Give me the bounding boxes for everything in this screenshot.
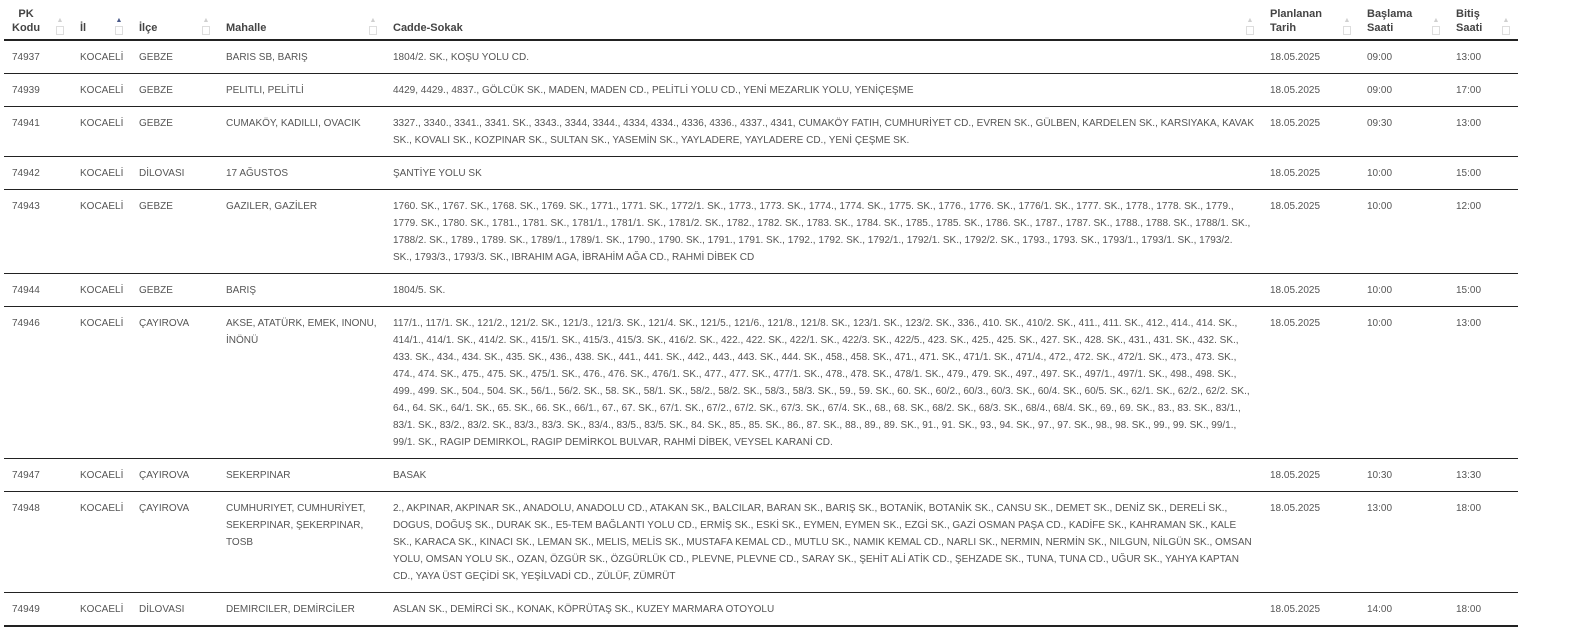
cell-pk: 74939 xyxy=(4,74,72,107)
cell-tarih: 18.05.2025 xyxy=(1262,307,1359,459)
cell-tarih: 18.05.2025 xyxy=(1262,274,1359,307)
cell-cadde: 3327., 3340., 3341., 3341. SK., 3343., 3344, 3344., 4334, 4334., 4336, 4336., 4337., 4341, CUMAKÖY FATIH, CUMHURİYET CD., EVREN SK., GÜLBEN, KARDELEN SK., KARSIYAKA, KAVAK SK., KOVALI SK., KOZPINAR SK., SULTAN SK., YASEMİN SK., YAYLADERE, YAYLADERE CD., YENİ ÇEŞME SK. xyxy=(385,107,1262,157)
cell-ilce: DİLOVASI xyxy=(131,593,218,627)
table-row xyxy=(4,492,1518,593)
cell-cadde: ŞANTİYE YOLU SK xyxy=(385,157,1262,190)
cell-pk: 74937 xyxy=(4,40,72,74)
cell-il: KOCAELİ xyxy=(72,74,131,107)
cell-mahalle: BARIS SB, BARIŞ xyxy=(218,40,385,74)
table-row xyxy=(4,107,1518,157)
cell-il: KOCAELİ xyxy=(72,40,131,74)
cell-bitis: 12:00 xyxy=(1448,190,1518,274)
header-mahalle-label: Mahalle xyxy=(226,22,267,34)
cell-cadde: 4429, 4429., 4837., GÖLCÜK SK., MADEN, MADEN CD., PELİTLİ YOLU CD., YENİ MEZARLIK YOLU, YENİÇEŞME xyxy=(385,74,1262,107)
cell-bitis: 18:00 xyxy=(1448,593,1518,627)
cell-bitis: 17:00 xyxy=(1448,74,1518,107)
cell-tarih: 18.05.2025 xyxy=(1262,593,1359,627)
header-il-label: İl xyxy=(80,22,87,34)
outage-table xyxy=(4,0,1518,627)
cell-tarih: 18.05.2025 xyxy=(1262,74,1359,107)
cell-pk: 74942 xyxy=(4,157,72,190)
cell-ilce: ÇAYIROVA xyxy=(131,307,218,459)
cell-il: KOCAELİ xyxy=(72,107,131,157)
table-row xyxy=(4,459,1518,492)
sort-icon[interactable]: ▲ xyxy=(1246,17,1254,35)
sort-icon[interactable]: ▲ xyxy=(1432,17,1440,35)
cell-pk: 74949 xyxy=(4,593,72,627)
table-row xyxy=(4,307,1518,459)
header-pk-kodu[interactable] xyxy=(4,0,72,40)
cell-bitis: 13:30 xyxy=(1448,459,1518,492)
cell-baslama: 09:00 xyxy=(1359,74,1448,107)
header-ilce[interactable] xyxy=(131,0,218,40)
cell-mahalle: BARIŞ xyxy=(218,274,385,307)
cell-il: KOCAELİ xyxy=(72,190,131,274)
cell-ilce: GEBZE xyxy=(131,40,218,74)
cell-cadde: BASAK xyxy=(385,459,1262,492)
header-baslama-line1: Başlama xyxy=(1367,8,1413,20)
sort-icon[interactable]: ▲ xyxy=(1343,17,1351,35)
cell-tarih: 18.05.2025 xyxy=(1262,107,1359,157)
table-header-row xyxy=(4,0,1518,40)
cell-mahalle: AKSE, ATATÜRK, EMEK, INONU, İNÖNÜ xyxy=(218,307,385,459)
header-tarih-line2: Tarih xyxy=(1270,22,1297,34)
sort-icon[interactable]: ▲ xyxy=(369,17,377,35)
cell-cadde: 2., AKPINAR, AKPINAR SK., ANADOLU, ANADOLU CD., ATAKAN SK., BALCILAR, BARAN SK., BARIŞ SK., BOTANİK, BOTANİK SK., CANSU SK., DEMET SK., DENİZ SK., DERELİ SK., DOGUS, DOĞUŞ SK., DURAK SK., E5-TEM BAĞLANTI YOLU CD., ERMİŞ SK., ESKİ SK., EYMEN, EYMEN SK., EZGİ SK., GAZİ OSMAN PAŞA CD., KADİFE SK., KAHRAMAN SK., KALE SK., KARACA SK., KINACI SK., LEMAN SK., MELIS, MELİS SK., MUSTAFA KEMAL CD., MUTLU SK., NAMIK KEMAL CD., NARLI SK., NERMIN, NERMİN SK., NILGUN, NİLGÜN SK., OMSAN YOLU, OMSAN YOLU SK., OZAN, ÖZGÜR SK., ÖZGÜRLÜK CD., PLEVNE, PLEVNE CD., SARAY SK., ŞEHİT ALİ ATİK CD., ŞEHZADE SK., TUNA, TUNA CD., UĞUR SK., YAHYA KAPTAN CD., YAYA ÜST GEÇİDİ SK, YEŞİLVADİ CD., ZÜLÜF, ZÜMRÜT xyxy=(385,492,1262,593)
cell-baslama: 13:00 xyxy=(1359,492,1448,593)
cell-ilce: GEBZE xyxy=(131,107,218,157)
sort-icon[interactable]: ▲ xyxy=(56,17,64,35)
cell-cadde: 1804/5. SK. xyxy=(385,274,1262,307)
table-row xyxy=(4,274,1518,307)
cell-ilce: GEBZE xyxy=(131,274,218,307)
table-row xyxy=(4,74,1518,107)
cell-il: KOCAELİ xyxy=(72,307,131,459)
cell-bitis: 18:00 xyxy=(1448,492,1518,593)
cell-pk: 74946 xyxy=(4,307,72,459)
header-mahalle[interactable] xyxy=(218,0,385,40)
cell-baslama: 10:00 xyxy=(1359,274,1448,307)
header-il[interactable] xyxy=(72,0,131,40)
cell-tarih: 18.05.2025 xyxy=(1262,459,1359,492)
table-row xyxy=(4,190,1518,274)
cell-baslama: 10:00 xyxy=(1359,307,1448,459)
cell-il: KOCAELİ xyxy=(72,492,131,593)
cell-baslama: 10:00 xyxy=(1359,190,1448,274)
cell-ilce: DİLOVASI xyxy=(131,157,218,190)
cell-tarih: 18.05.2025 xyxy=(1262,492,1359,593)
table-row xyxy=(4,40,1518,74)
cell-il: KOCAELİ xyxy=(72,274,131,307)
table-row xyxy=(4,157,1518,190)
cell-pk: 74947 xyxy=(4,459,72,492)
header-cadde-sokak[interactable] xyxy=(385,0,1262,40)
cell-tarih: 18.05.2025 xyxy=(1262,40,1359,74)
cell-pk: 74943 xyxy=(4,190,72,274)
table-row xyxy=(4,593,1518,627)
cell-bitis: 13:00 xyxy=(1448,40,1518,74)
cell-il: KOCAELİ xyxy=(72,593,131,627)
cell-mahalle: CUMAKÖY, KADILLI, OVACIK xyxy=(218,107,385,157)
cell-ilce: ÇAYIROVA xyxy=(131,459,218,492)
cell-cadde: ASLAN SK., DEMİRCİ SK., KONAK, KÖPRÜTAŞ SK., KUZEY MARMARA OTOYOLU xyxy=(385,593,1262,627)
cell-tarih: 18.05.2025 xyxy=(1262,190,1359,274)
cell-bitis: 15:00 xyxy=(1448,157,1518,190)
header-cadde-label: Cadde-Sokak xyxy=(393,22,463,34)
cell-ilce: GEBZE xyxy=(131,190,218,274)
header-baslama-line2: Saati xyxy=(1367,22,1394,34)
header-baslama-saati[interactable] xyxy=(1359,0,1448,40)
table-body xyxy=(4,40,1518,626)
cell-tarih: 18.05.2025 xyxy=(1262,157,1359,190)
header-pk-line2: Kodu xyxy=(12,22,41,34)
sort-icon[interactable]: ▲ xyxy=(1502,17,1510,35)
cell-mahalle: CUMHURIYET, CUMHURİYET, SEKERPINAR, ŞEKERPINAR, TOSB xyxy=(218,492,385,593)
cell-il: KOCAELİ xyxy=(72,157,131,190)
cell-ilce: ÇAYIROVA xyxy=(131,492,218,593)
header-planlanan-tarih[interactable] xyxy=(1262,0,1359,40)
cell-cadde: 1804/2. SK., KOŞU YOLU CD. xyxy=(385,40,1262,74)
cell-baslama: 09:00 xyxy=(1359,40,1448,74)
header-pk-line1: PK xyxy=(18,8,34,20)
cell-bitis: 13:00 xyxy=(1448,307,1518,459)
cell-pk: 74948 xyxy=(4,492,72,593)
header-bitis-saati[interactable] xyxy=(1448,0,1518,40)
cell-mahalle: GAZILER, GAZİLER xyxy=(218,190,385,274)
cell-baslama: 10:00 xyxy=(1359,157,1448,190)
cell-ilce: GEBZE xyxy=(131,74,218,107)
cell-cadde: 117/1., 117/1. SK., 121/2., 121/2. SK., 121/3., 121/3. SK., 121/4. SK., 121/5., 121/6., 121/8., 121/8. SK., 123/1. SK., 123/2. SK., 336., 410. SK., 410/2. SK., 411., 411. SK., 412., 414., 414. SK., 414/1., 414/1. SK., 414/2. SK., 415/1. SK., 415/3., 415/3. SK., 416/2. SK., 422., 422. SK., 422/1. SK., 422/3. SK., 422/5., 423. SK., 425., 425. SK., 427. SK., 428. SK., 431., 431. SK., 432. SK., 433. SK., 434., 434. SK., 435. SK., 436., 438. SK., 441., 441. SK., 442., 443., 443. SK., 444. SK., 458., 458. SK., 471., 471. SK., 471/1. SK., 471/4., 472., 472. SK., 472/1. SK., 473., 473. SK., 474., 474. SK., 475., 475. SK., 475/1. SK., 476., 476. SK., 476/1. SK., 477., 477. SK., 477/1. SK., 478., 478. SK., 478/1. SK., 479., 479. SK., 497., 497. SK., 497/1., 497/1. SK., 498., 498. SK., 499., 499. SK., 504., 504. SK., 56/1., 56/2. SK., 58. SK., 58/1. SK., 58/2., 58/2. SK., 58/3., 58/3. SK., 59., 59. SK., 60. SK., 60/2., 60/3., 60/3. SK., 60/4. SK., 60/5. SK., 62/1. SK., 62/2., 62/2. SK., 64., 64. SK., 64/1. SK., 65. SK., 66. SK., 66/1., 67., 67. SK., 67/1. SK., 67/2., 67/2. SK., 67/3. SK., 67/4. SK., 68., 68. SK., 68/2. SK., 68/3. SK., 68/4., 68/4. SK., 69., 69. SK., 83., 83. SK., 83/1., 83/1. SK., 83/2., 83/2. SK., 83/3., 83/3. SK., 83/4., 83/5., 83/5. SK., 84. SK., 85., 85. SK., 86., 87. SK., 88., 89., 89. SK., 91., 91. SK., 93., 94. SK., 97., 97. SK., 98., 98. SK., 99., 99. SK., 99/1., 99/1. SK., RAGIP DEMIRKOL, RAGIP DEMİRKOL BULVAR, RAHMİ DİBEK, VEYSEL KARANİ CD. xyxy=(385,307,1262,459)
cell-baslama: 09:30 xyxy=(1359,107,1448,157)
cell-baslama: 14:00 xyxy=(1359,593,1448,627)
cell-mahalle: PELITLI, PELİTLİ xyxy=(218,74,385,107)
cell-mahalle: DEMIRCILER, DEMİRCİLER xyxy=(218,593,385,627)
cell-bitis: 15:00 xyxy=(1448,274,1518,307)
cell-mahalle: 17 AĞUSTOS xyxy=(218,157,385,190)
cell-pk: 74941 xyxy=(4,107,72,157)
header-tarih-line1: Planlanan xyxy=(1270,8,1322,20)
cell-baslama: 10:30 xyxy=(1359,459,1448,492)
cell-bitis: 13:00 xyxy=(1448,107,1518,157)
cell-mahalle: SEKERPINAR xyxy=(218,459,385,492)
cell-il: KOCAELİ xyxy=(72,459,131,492)
header-bitis-line1: Bitiş xyxy=(1456,8,1480,20)
sort-icon[interactable]: ▲ xyxy=(202,17,210,35)
header-ilce-label: İlçe xyxy=(139,22,158,34)
cell-cadde: 1760. SK., 1767. SK., 1768. SK., 1769. SK., 1771., 1771. SK., 1772/1. SK., 1773., 1773. SK., 1774., 1774. SK., 1775. SK., 1776., 1776. SK., 1776/1. SK., 1777. SK., 1778., 1778. SK., 1779., 1779. SK., 1780. SK., 1781., 1781. SK., 1781/1., 1781/1. SK., 1781/2. SK., 1782., 1782. SK., 1783. SK., 1784. SK., 1785., 1785. SK., 1786. SK., 1787., 1787. SK., 1788., 1788. SK., 1788/1. SK., 1788/2. SK., 1789., 1789. SK., 1789/1., 1789/1. SK., 1790., 1790. SK., 1791., 1791. SK., 1792., 1792. SK., 1792/1., 1792/1. SK., 1792/2. SK., 1793., 1793. SK., 1793/1., 1793/1. SK., 1793/2. SK., 1793/3., 1793/3. SK., IBRAHIM AGA, İBRAHİM AĞA CD., RAHMİ DİBEK CD xyxy=(385,190,1262,274)
sort-active-icon[interactable]: ▲ xyxy=(115,17,123,35)
header-bitis-line2: Saati xyxy=(1456,22,1483,34)
cell-pk: 74944 xyxy=(4,274,72,307)
